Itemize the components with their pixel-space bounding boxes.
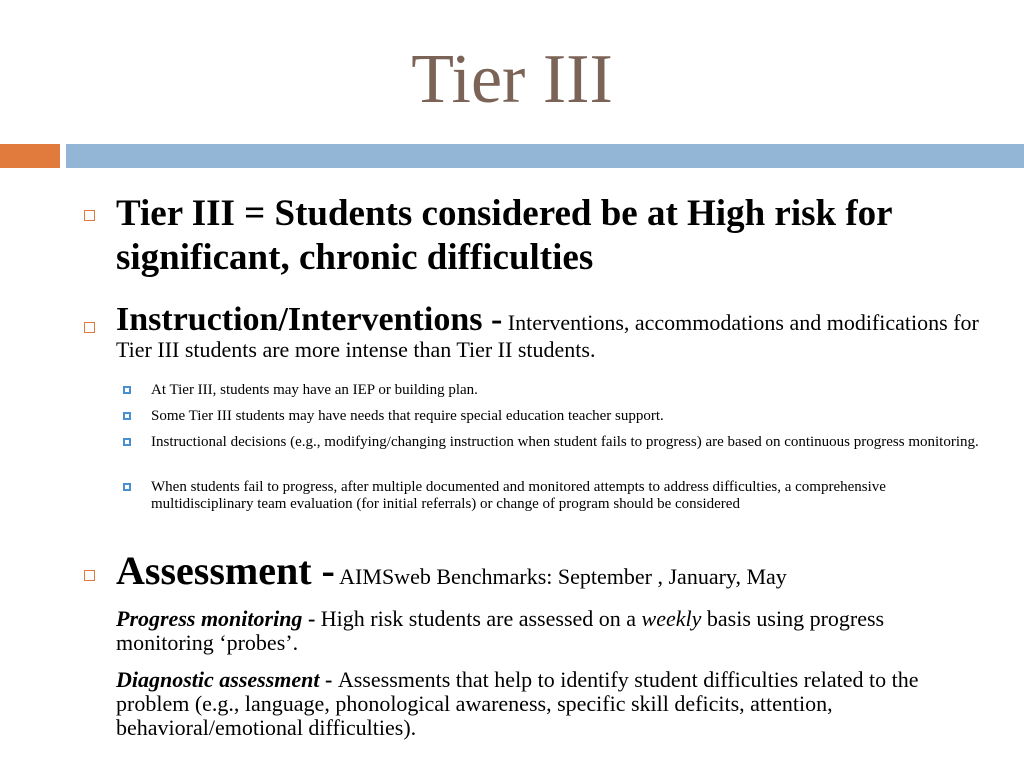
bullet-instruction-interventions — [116, 301, 996, 363]
slide-title: Tier III — [411, 41, 613, 118]
progress-monitoring-dash: - — [302, 606, 321, 631]
progress-monitoring-paragraph — [116, 607, 946, 655]
title-divider-bar — [66, 144, 1024, 168]
sub-bullet-square-icon — [123, 412, 131, 420]
diagnostic-assessment-label: Diagnostic assessment — [116, 667, 320, 692]
sub-bullet-item: When students fail to progress, after multiple documented and monitored attempts to address difficulties, a comprehensive multidisciplinary team evaluation (for initial referrals) or change of program should be considered — [151, 479, 886, 512]
bullet-body: Interventions, accommodations and modifications for Tier III students are more intense than Tier II students. — [116, 310, 979, 362]
bullet-heading: Instruction/Interventions - — [116, 301, 503, 338]
sub-bullet-item: Instructional decisions (e.g., modifying/changing instruction when student fails to progress) are based on continuous progress monitoring. — [151, 434, 979, 450]
diagnostic-assessment-text: Assessments that help to identify student difficulties related to the problem (e.g., language, phonological awareness, specific skill deficits, attention, behavioral/emotional difficulties). — [116, 667, 919, 740]
bullet-square-icon — [84, 322, 95, 333]
diagnostic-assessment-paragraph — [116, 668, 946, 740]
bullet-square-icon — [84, 210, 95, 221]
sub-bullet-square-icon — [123, 386, 131, 394]
bullet-heading: Assessment - — [116, 548, 335, 593]
progress-monitoring-text-before: High risk students are assessed on a — [320, 606, 642, 631]
bullet-body: AIMSweb Benchmarks: September , January, May — [339, 564, 787, 589]
sub-bullet-square-icon — [123, 438, 131, 446]
title-divider-accent — [0, 144, 60, 168]
bullet-tier-definition: Tier III = Students considered be at High risk for significant, chronic difficulties — [116, 193, 892, 278]
bullet-square-icon — [84, 570, 95, 581]
progress-monitoring-text-after: basis using progress monitoring ‘probes’. — [116, 606, 885, 655]
diagnostic-assessment-dash: - — [319, 667, 338, 692]
sub-bullet-item: Some Tier III students may have needs that require special education teacher support. — [151, 408, 664, 424]
sub-bullet-square-icon — [123, 483, 131, 491]
sub-bullet-item: At Tier III, students may have an IEP or building plan. — [151, 382, 478, 398]
bullet-assessment — [116, 548, 996, 600]
progress-monitoring-label: Progress monitoring — [116, 606, 303, 631]
progress-monitoring-emphasis: weekly — [641, 606, 702, 631]
